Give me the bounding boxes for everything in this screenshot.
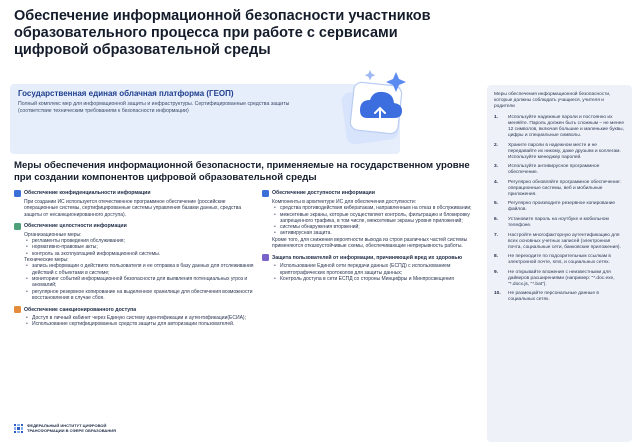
sidebar-list-item: 2. Храните пароли в надежном месте и не передавайте их никому, даже друзьям и коллегам. Используйте менеджер паролей. bbox=[494, 142, 621, 160]
sidebar-heading: Меры обеспечения информационной безопасности, которые должны соблюдать учащиеся, учителя и родители bbox=[494, 92, 611, 109]
availability-heading: Обеспечение доступности информации bbox=[272, 190, 375, 197]
list-item: • Доступ в личный кабинет через Единую систему идентификации и аутентификации(ЕСИА); bbox=[28, 315, 254, 321]
list-item: • Контроль доступа в сети ЕСПД со стороны Минцифры и Минпросвещения bbox=[276, 276, 472, 282]
geop-description: Полный комплекс мер для информационной защиты и инфраструктуры. Сертифицированные средства защиты (соответствие техническим требованиям к безопасности информации) bbox=[18, 101, 290, 114]
availability-intro: Компоненты в архитектуре ИС для обеспечения доступности: bbox=[272, 199, 417, 205]
sidebar-list-item: 9. Не открывайте вложения с неизвестными для дайверов расширениями (например: "*.doc.exe, "*.docx.js, "*.bat"). bbox=[494, 269, 615, 287]
list-item: • регулярное резервное копирование на выделенное хранилище для обеспечения возможности восстановления в случае сбоя. bbox=[28, 289, 254, 302]
availability-outro: Кроме того, для снижения вероятности выхода из строя различных частей системы применяются отказоустойчивые схемы, обеспечивающие непрерывность работы. bbox=[272, 236, 468, 250]
sidebar-list-item: 1. Используйте надежные пароли и постоянно их меняйте. Пароль должен быть сложным – не менее 12 символов, включая большие и маленькие буквы, цифры и специальные символы. bbox=[494, 115, 624, 138]
user-shield-icon bbox=[262, 254, 269, 261]
server-icon bbox=[262, 190, 269, 197]
key-icon bbox=[14, 306, 21, 313]
sidebar-list-item: 10. Не размещайте персональные данные в социальных сетях. bbox=[494, 291, 599, 303]
list-item: • мониторинг событий информационной безопасности для выявления потенциальных угроз и аномалий; bbox=[28, 276, 254, 289]
sidebar-list-item: 5. Регулярно производите резервное копирование файлов. bbox=[494, 201, 616, 213]
access-block bbox=[14, 306, 254, 328]
shield-icon bbox=[14, 223, 21, 230]
institute-logo bbox=[14, 424, 117, 433]
list-item: • антивирусная защита. bbox=[276, 230, 472, 236]
list-item: • Использование сертифицированных средств защиты для авторизации пользователей. bbox=[28, 321, 254, 327]
measures-title: Меры обеспечения информационной безопасности, применяемые на государственном уровне при создании компонентов цифровой образовательной среды bbox=[14, 160, 470, 183]
integrity-block bbox=[14, 223, 254, 301]
integrity-heading: Обеспечение целостности информации bbox=[24, 223, 127, 230]
lock-icon bbox=[14, 190, 21, 197]
list-item: • системы обнаружения вторжений; bbox=[276, 224, 472, 230]
page-title: Обеспечение информационной безопасности участников образовательного процесса при работе с сервисами цифровой образовательной среды bbox=[14, 8, 431, 58]
tech-measures-label: Технические меры: bbox=[24, 257, 69, 264]
user-protection-heading: Защита пользователей от информации, причиняющей вред их здоровью bbox=[272, 254, 463, 261]
availability-block bbox=[262, 190, 472, 249]
sidebar-list-item: 8. Не переходите по подозрительным ссылкам в электронной почте, sms, и социальных сетях. bbox=[494, 254, 611, 266]
middle-column bbox=[262, 190, 472, 287]
geop-title: Государственная единая облачная платформа (ГЕОП) bbox=[18, 89, 234, 98]
left-column bbox=[14, 190, 254, 333]
list-item: • межсетевые экраны, которые осуществляют контроль, фильтрацию и блокировку запрещенного трафика, в том числе, межсетевые экраны уровня приложений; bbox=[276, 212, 472, 225]
access-heading: Обеспечение санкционированного доступа bbox=[24, 306, 137, 313]
logo-icon bbox=[14, 424, 23, 433]
confidentiality-text: При создании ИС используется отечественное программное обеспечение (российские операционные системы, сертифицированные системы управления базами данных, средства защиты от несанкционированного доступа). bbox=[24, 199, 242, 218]
sidebar-list-item: 3. Используйте антивирусное программное обеспечение. bbox=[494, 164, 600, 176]
sidebar-list-item: 4. Регулярно обновляйте программное обеспечение: операционные системы, веб и мобильные приложения. bbox=[494, 179, 621, 197]
list-item: • контроль за эксплуатацией информационной системы. bbox=[28, 251, 254, 257]
confidentiality-block bbox=[14, 190, 254, 218]
sidebar-list-item: 6. Установите пароль на ноутбуке и мобильном телефоне. bbox=[494, 216, 609, 228]
logo-text: ФЕДЕРАЛЬНЫЙ ИНСТИТУТ ЦИФРОВОЙ ТРАНСФОРМАЦИИ В СФЕРЕ ОБРАЗОВАНИЯ bbox=[27, 423, 116, 433]
list-item: • запись информации о действиях пользователя и ее отправка в базу данных для отслеживания действий с объектами в системе; bbox=[28, 263, 254, 276]
sidebar-list-item: 7. Настройте многофакторную аутентификацию для всех основных учетных записей (электронная почта, социальные сети, банковские приложения). bbox=[494, 232, 621, 250]
confidentiality-heading: Обеспечение конфиденциальности информации bbox=[24, 190, 151, 197]
list-item: • средства противодействия кибератакам, направленным на отказ в обслуживании; bbox=[276, 205, 472, 211]
list-item: • Использование Единой сети передачи данных (ЕСПД) с использованием криптографических протоколов для защиты данных; bbox=[276, 263, 472, 276]
user-rules-sidebar bbox=[487, 85, 632, 442]
list-item: • нормативно-правовые акты; bbox=[28, 244, 254, 250]
user-protection-block bbox=[262, 254, 472, 282]
cloud-security-illustration bbox=[330, 48, 420, 148]
org-measures-label: Организационные меры: bbox=[24, 231, 82, 238]
list-item: • регламенты проведения обслуживания; bbox=[28, 238, 254, 244]
